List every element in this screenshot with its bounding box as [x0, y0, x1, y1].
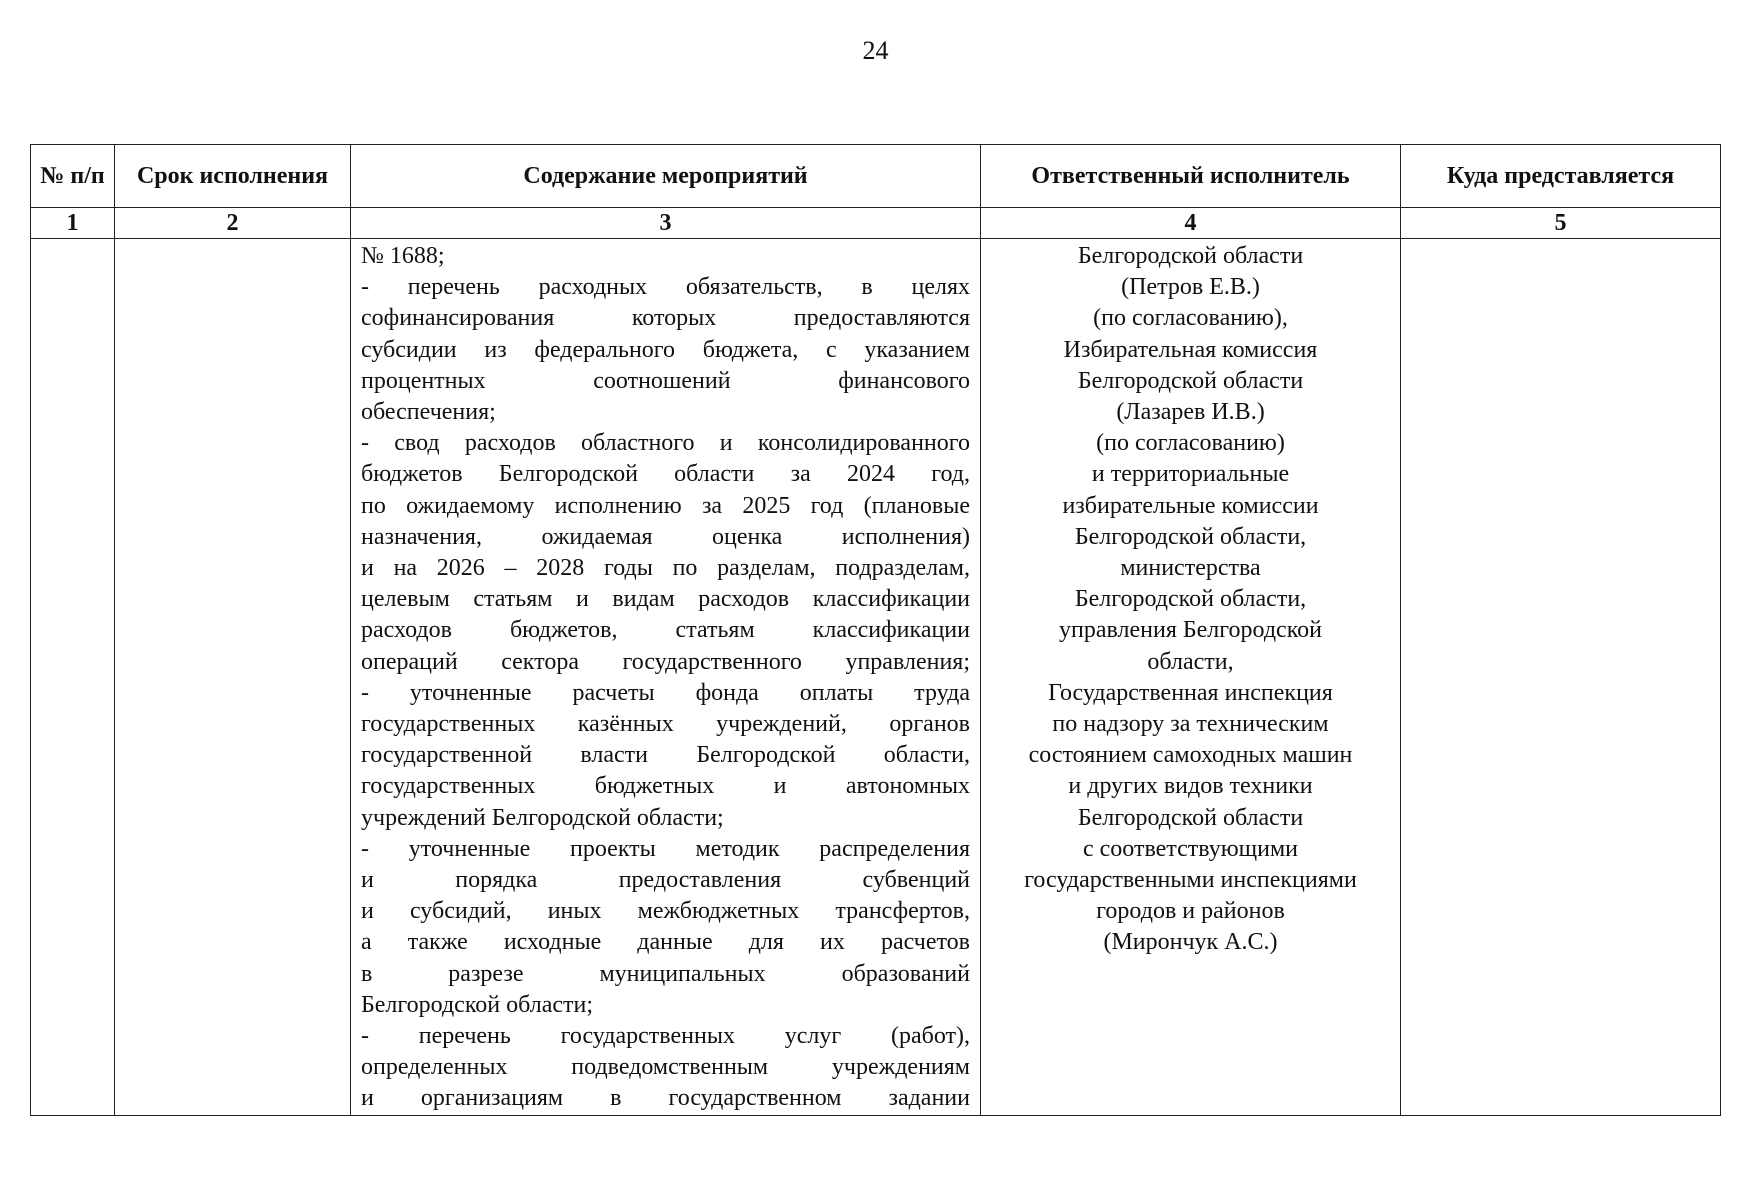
content-line: обеспечения; — [361, 399, 496, 426]
executor-line: области, — [1147, 648, 1234, 675]
cell-executor — [981, 239, 1401, 1116]
content-line: в разрезе муниципальных образований — [361, 960, 970, 987]
executor-line: городов и районов — [1096, 898, 1285, 925]
content-line: № 1688; — [361, 243, 445, 269]
column-number: 2 — [115, 208, 351, 239]
column-number: 1 — [31, 208, 115, 239]
content-line: определенных подведомственным учреждениям — [361, 1054, 970, 1081]
column-number: 4 — [981, 208, 1401, 239]
content-line: операций сектора государственного управления; — [361, 648, 970, 675]
content-line: и порядка предоставления субвенций — [361, 867, 970, 894]
content-line: - свод расходов областного и консолидированного — [361, 430, 970, 457]
executor-line: (Лазарев И.В.) — [1116, 399, 1265, 426]
header-deadline: Срок исполнения — [115, 145, 351, 208]
executor-line: (Петров Е.В.) — [1121, 274, 1260, 301]
cell-number — [31, 239, 115, 1116]
executor-line: Избирательная комиссия — [1063, 336, 1318, 363]
content-line: - уточненные проекты методик распределения — [361, 835, 970, 862]
content-line: целевым статьям и видам расходов классификации — [361, 586, 970, 613]
table-row — [31, 239, 1721, 1116]
content-text — [351, 239, 980, 1115]
executor-line: управления Белгородской — [1059, 617, 1322, 644]
content-line: субсидии из федерального бюджета, с указанием — [361, 336, 970, 363]
content-line: и на 2026 – 2028 годы по разделам, подразделам, — [361, 555, 970, 582]
executor-line: министерства — [1120, 555, 1261, 582]
cell-deadline — [115, 239, 351, 1116]
content-line: назначения, ожидаемая оценка исполнения) — [361, 523, 970, 550]
column-number: 3 — [351, 208, 981, 239]
executor-line: (Мирончук А.С.) — [1103, 929, 1278, 956]
executor-line: Белгородской области — [1077, 804, 1304, 831]
executor-line: государственными инспекциями — [1024, 867, 1357, 894]
table-header-row — [31, 145, 1721, 208]
header-number: № п/п — [31, 145, 115, 208]
executor-line: Белгородской области, — [1074, 523, 1307, 550]
executor-line: избирательные комиссии — [1062, 492, 1319, 519]
content-line: - перечень государственных услуг (работ), — [361, 1023, 970, 1050]
column-number: 5 — [1401, 208, 1721, 239]
page-number: 24 — [862, 36, 889, 65]
plan-table — [30, 144, 1721, 1116]
content-line: бюджетов Белгородской области за 2024 год, — [361, 461, 970, 488]
cell-destination — [1401, 239, 1721, 1116]
executor-line: (по согласованию) — [1096, 430, 1285, 457]
executor-line: по надзору за техническим — [1052, 711, 1329, 738]
content-line: учреждений Белгородской области; — [361, 804, 724, 831]
executor-line: (по согласованию), — [1093, 305, 1288, 332]
content-line: по ожидаемому исполнению за 2025 год (плановые — [361, 492, 970, 519]
executor-line: и территориальные — [1091, 461, 1290, 488]
content-line: а также исходные данные для их расчетов — [361, 929, 970, 956]
content-line: и субсидий, иных межбюджетных трансфертов, — [361, 898, 970, 925]
content-line: государственных бюджетных и автономных — [361, 773, 970, 800]
content-line: расходов бюджетов, статьям классификации — [361, 617, 970, 644]
cell-content — [351, 239, 981, 1116]
executor-line: состоянием самоходных машин — [1028, 742, 1353, 769]
executor-line: с соответствующими — [1082, 835, 1299, 862]
executor-line: и других видов техники — [1068, 773, 1313, 800]
executor-line: Государственная инспекция — [1048, 679, 1333, 706]
header-executor: Ответственный исполнитель — [981, 145, 1401, 208]
executor-line: Белгородской области, — [1074, 586, 1307, 613]
executor-line: Белгородской области — [1077, 243, 1304, 269]
content-line: государственной власти Белгородской области, — [361, 742, 970, 769]
content-line: - перечень расходных обязательств, в целях — [361, 274, 970, 301]
content-line: Белгородской области; — [361, 991, 594, 1018]
content-line: государственных казённых учреждений, органов — [361, 711, 970, 738]
executor-line: Белгородской области — [1077, 367, 1304, 394]
header-destination: Куда представляется — [1401, 145, 1721, 208]
executor-text — [981, 239, 1400, 959]
column-number-row — [31, 208, 1721, 239]
header-content: Содержание мероприятий — [351, 145, 981, 208]
content-line: процентных соотношений финансового — [361, 367, 970, 394]
content-line: - уточненные расчеты фонда оплаты труда — [361, 679, 970, 706]
content-line: и организациям в государственном задании — [361, 1085, 970, 1112]
content-line: софинансирования которых предоставляются — [361, 305, 970, 332]
